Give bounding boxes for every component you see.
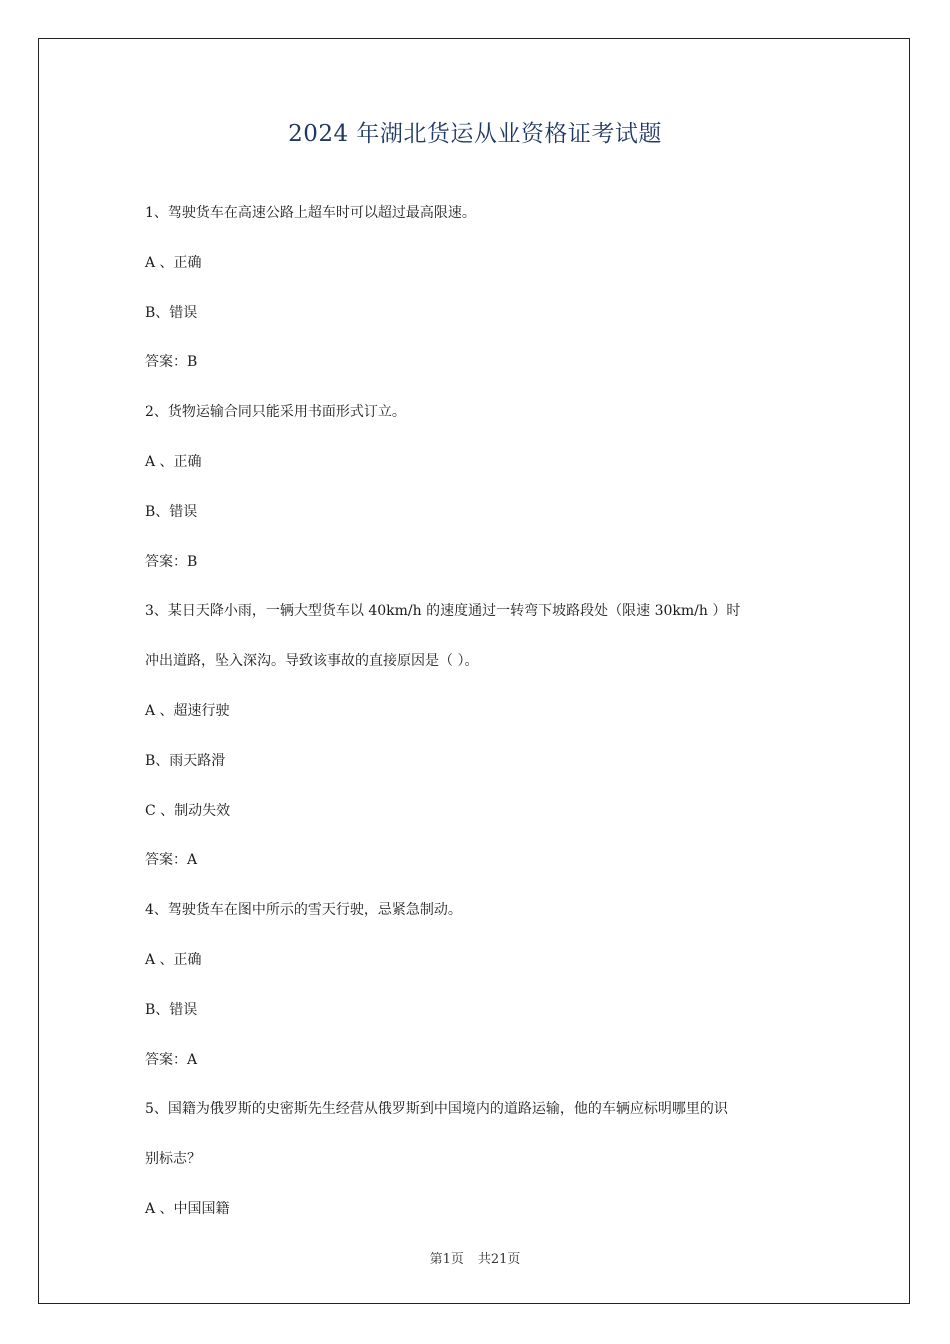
question-4-text: 4、驾驶货车在图中所示的雪天行驶，忌紧急制动。 (145, 902, 462, 919)
question-2-option-a: A 、正确 (145, 453, 202, 470)
page-number: 第1页 (429, 1252, 464, 1267)
question-5-text-continued: 别标志？ (145, 1151, 201, 1168)
page-footer (0, 1248, 950, 1267)
question-4-option-b: B、错误 (145, 1001, 198, 1018)
question-3-option-c: C 、制动失效 (145, 802, 231, 819)
question-list (145, 199, 815, 1245)
question-3-text: 3、某日天降小雨，一辆大型货车以 40km/h 的速度通过一转弯下坡路段处（限速 30km/h ）时 (145, 603, 741, 620)
question-3-text-continued: 冲出道路，坠入深沟。导致该事故的直接原因是（ ）。 (145, 653, 479, 670)
question-1-answer: 答案：B (145, 354, 198, 371)
page-total: 共21页 (477, 1252, 521, 1267)
question-1-option-b: B、错误 (145, 304, 198, 321)
question-4-answer: 答案：A (145, 1051, 198, 1068)
question-3-option-a: A 、超速行驶 (145, 702, 230, 719)
question-2-answer: 答案：B (145, 553, 198, 570)
question-3-option-b: B、雨天路滑 (145, 752, 226, 769)
question-1-option-a: A 、正确 (145, 254, 202, 271)
question-2-text: 2、货物运输合同只能采用书面形式订立。 (145, 404, 406, 421)
document-title: 2024 年湖北货运从业资格证考试题 (288, 121, 662, 147)
question-2-option-b: B、错误 (145, 503, 198, 520)
question-1-text: 1、驾驶货车在高速公路上超车时可以超过最高限速。 (145, 205, 476, 221)
question-3-answer: 答案：A (145, 852, 198, 869)
question-5-text: 5、国籍为俄罗斯的史密斯先生经营从俄罗斯到中国境内的道路运输，他的车辆应标明哪里的识 (145, 1101, 728, 1118)
question-4-option-a: A 、正确 (145, 951, 202, 968)
question-5-option-a: A 、中国国籍 (145, 1200, 230, 1217)
